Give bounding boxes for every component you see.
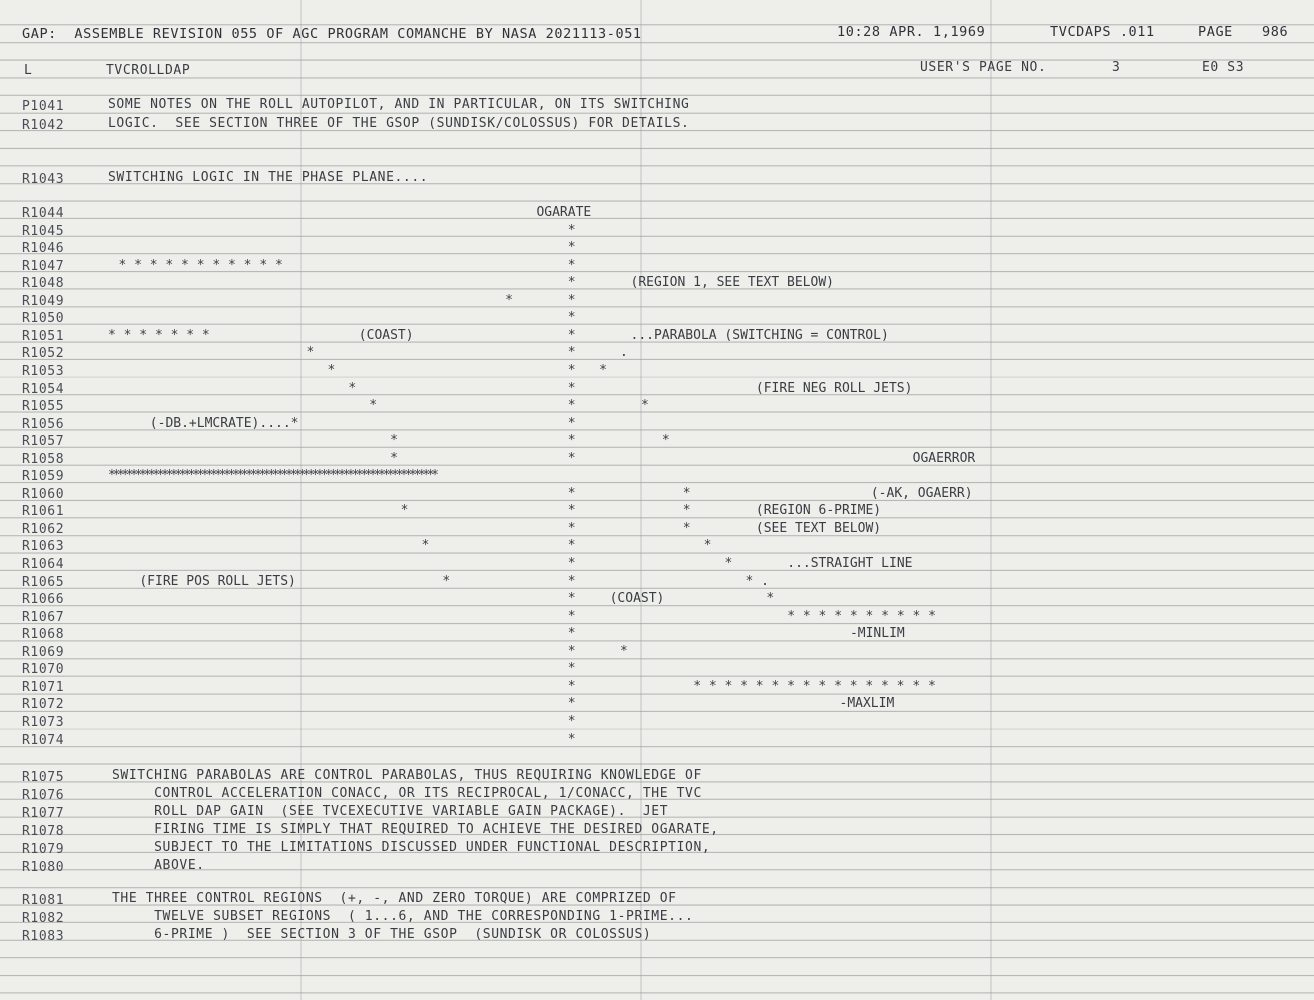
diagram-segment: (COAST) (358, 327, 414, 343)
line-number: R1077 (22, 805, 65, 821)
diagram-segment: (FIRE POS ROLL JETS) (139, 573, 296, 589)
diagram-segment: * (306, 345, 311, 361)
diagram-segment: (-AK, OGAERR) (870, 485, 973, 501)
diagram-segment: * (567, 398, 573, 414)
header-log-section: TVCDAPS .011 (1050, 24, 1155, 40)
diagram-segment: * (567, 292, 573, 308)
diagram-segment: * (599, 362, 604, 378)
diagram-segment: * (348, 380, 353, 396)
diagram-segment: * * * * * * * * * * * (118, 257, 283, 273)
line-number: R1048 (22, 276, 65, 292)
line-number: R1055 (22, 399, 65, 415)
line-number: R1071 (22, 679, 65, 695)
diagram-segment: (-DB.+LMCRATE)....* (149, 415, 299, 431)
diagram-segment: (REGION 6-PRIME) (755, 503, 882, 519)
diagram-segment: * * * * * * * * * * * * * * * * (693, 678, 936, 694)
line-number: R1044 (22, 206, 65, 221)
log-title: TVCROLLDAP (106, 63, 191, 78)
line-number: R1079 (22, 841, 65, 857)
line-number: R1052 (22, 346, 65, 362)
diagram-segment: ************************************************************************** (108, 468, 436, 484)
line-number: R1070 (22, 662, 65, 678)
note-text: SOME NOTES ON THE ROLL AUTOPILOT, AND IN PARTICULAR, ON ITS SWITCHING (108, 97, 690, 112)
paragraph-line: TWELVE SUBSET REGIONS ( 1...6, AND THE CORRESPONDING 1-PRIME... (112, 908, 694, 924)
paragraph-line: THE THREE CONTROL REGIONS (+, -, AND ZERO TORQUE) ARE COMPRIZED OF (112, 891, 677, 906)
diagram-segment: * (724, 556, 729, 571)
diagram-segment: * (567, 538, 573, 554)
diagram-segment: * (567, 327, 573, 343)
diagram-segment: * (400, 503, 406, 519)
diagram-segment: * (567, 503, 573, 519)
diagram-segment: * (567, 450, 573, 466)
paragraph-line: CONTROL ACCELERATION CONACC, OR ITS RECIPROCAL, 1/CONACC, THE TVC (112, 785, 702, 801)
line-number: R1074 (22, 732, 65, 748)
diagram-segment: * . (745, 573, 769, 589)
diagram-segment: * (442, 573, 447, 589)
diagram-segment: * (703, 538, 709, 554)
line-number: R1064 (22, 557, 65, 572)
line-number: R1047 (22, 258, 65, 274)
users-page-label: USER'S PAGE NO. (920, 60, 1047, 75)
line-number: R1069 (22, 644, 65, 660)
line-number: R1067 (22, 609, 65, 625)
diagram-segment: (FIRE NEG ROLL JETS) (755, 380, 913, 396)
line-number: R1050 (22, 311, 65, 327)
line-number: R1062 (22, 521, 65, 537)
diagram-segment: * (567, 257, 573, 273)
line-number: R1081 (22, 893, 65, 908)
header-timestamp: 10:28 APR. 1,1969 (837, 24, 986, 40)
paper-fold (990, 0, 992, 1000)
paragraph-line: ABOVE. (112, 857, 205, 873)
diagram-segment: * (640, 398, 646, 414)
diagram-segment: * (682, 485, 688, 501)
diagram-segment: * * * * * * * (108, 327, 210, 343)
diagram-segment: * (567, 415, 573, 431)
line-number: R1058 (22, 451, 65, 467)
diagram-segment: * (567, 520, 573, 536)
paragraph-line: SUBJECT TO THE LIMITATIONS DISCUSSED UNDER FUNCTIONAL DESCRIPTION, (112, 839, 711, 855)
line-number: R1078 (22, 823, 65, 839)
line-number: R1066 (22, 592, 65, 608)
header-page-number: 986 (1262, 24, 1289, 40)
diagram-segment: * (567, 643, 573, 659)
diagram-segment: * (369, 398, 374, 414)
paragraph-line: ROLL DAP GAIN (SEE TVCEXECUTIVE VARIABLE GAIN PACKAGE). JET (112, 803, 669, 819)
diagram-segment: * (766, 591, 771, 607)
diagram-segment: -MINLIM (849, 626, 905, 642)
line-number: R1046 (22, 241, 65, 257)
line-number: R1065 (22, 574, 65, 590)
paragraph-line: FIRING TIME IS SIMPLY THAT REQUIRED TO ACHIEVE THE DESIRED OGARATE, (112, 821, 719, 837)
diagram-segment: * (567, 310, 573, 326)
diagram-segment: -MAXLIM (839, 696, 895, 712)
line-number: R1056 (22, 416, 65, 432)
diagram-segment: OGARATE (536, 205, 592, 220)
diagram-segment: * (567, 275, 573, 291)
line-number: P1041 (22, 99, 65, 114)
line-number: R1053 (22, 363, 65, 379)
diagram-segment: * (567, 661, 573, 677)
diagram-segment: * (567, 713, 573, 729)
line-number: R1043 (22, 172, 65, 187)
line-number: R1072 (22, 697, 65, 713)
diagram-segment: * (567, 591, 573, 607)
diagram-segment: * (567, 380, 573, 396)
line-number: R1075 (22, 770, 65, 785)
line-number: R1076 (22, 787, 65, 803)
diagram-segment: (SEE TEXT BELOW) (755, 520, 882, 536)
diagram-segment: ...STRAIGHT LINE (787, 556, 913, 571)
diagram-segment: (REGION 1, SEE TEXT BELOW) (630, 275, 834, 291)
diagram-segment: * (390, 450, 395, 466)
diagram-segment: * (567, 222, 573, 238)
line-number: R1059 (22, 469, 65, 485)
diagram-segment: * (567, 485, 573, 501)
line-number: R1083 (22, 928, 65, 944)
diagram-segment: * (567, 556, 573, 571)
diagram-segment: * (682, 520, 688, 536)
line-number: R1051 (22, 328, 65, 344)
line-number: R1060 (22, 486, 65, 502)
line-number: R1061 (22, 504, 65, 520)
type-code: L (24, 63, 33, 78)
line-number: R1049 (22, 293, 65, 309)
line-number: R1080 (22, 859, 65, 875)
diagram-segment: * (567, 626, 573, 642)
header-program: GAP: ASSEMBLE REVISION 055 OF AGC PROGRAM COMANCHE BY NASA 2021113-051 (22, 26, 642, 42)
diagram-segment: * (620, 643, 625, 659)
diagram-segment: * * * * * * * * * * (787, 608, 936, 624)
diagram-segment: * (567, 345, 573, 361)
diagram-segment: (COAST) (609, 591, 665, 607)
line-number: R1054 (22, 381, 65, 397)
diagram-segment: * (421, 538, 426, 554)
diagram-segment: * (567, 433, 573, 449)
line-number: R1073 (22, 714, 65, 730)
diagram-segment: * (567, 240, 573, 256)
diagram-segment: * (661, 433, 667, 449)
diagram-segment: ...PARABOLA (SWITCHING = CONTROL) (630, 327, 889, 343)
diagram-segment: . (620, 345, 628, 361)
diagram-segment: * (567, 696, 573, 712)
note-text: LOGIC. SEE SECTION THREE OF THE GSOP (SUNDISK/COLOSSUS) FOR DETAILS. (108, 116, 690, 131)
line-number: R1057 (22, 434, 65, 450)
line-number: R1042 (22, 118, 65, 133)
line-number: R1063 (22, 539, 65, 555)
diagram-segment: * (567, 362, 573, 378)
diagram-segment: * (390, 433, 395, 449)
users-page-number: 3 (1112, 60, 1121, 75)
header-page-label: PAGE (1198, 24, 1233, 40)
diagram-segment: * (682, 503, 688, 519)
section-heading: SWITCHING LOGIC IN THE PHASE PLANE.... (108, 170, 429, 185)
diagram-segment: * (327, 362, 332, 378)
diagram-segment: * (567, 573, 573, 589)
line-number: R1045 (22, 223, 65, 239)
line-number: R1082 (22, 910, 65, 926)
paragraph-line: SWITCHING PARABOLAS ARE CONTROL PARABOLAS, THUS REQUIRING KNOWLEDGE OF (112, 768, 702, 783)
diagram-segment: * (567, 678, 573, 694)
diagram-segment: * (567, 731, 573, 747)
page-code: E0 S3 (1202, 60, 1245, 75)
paragraph-line: 6-PRIME ) SEE SECTION 3 OF THE GSOP (SUNDISK OR COLOSSUS) (112, 926, 652, 942)
line-number: R1068 (22, 627, 65, 643)
diagram-segment: * (567, 608, 573, 624)
diagram-segment: OGAERROR (912, 450, 976, 466)
diagram-segment: * (505, 292, 510, 308)
